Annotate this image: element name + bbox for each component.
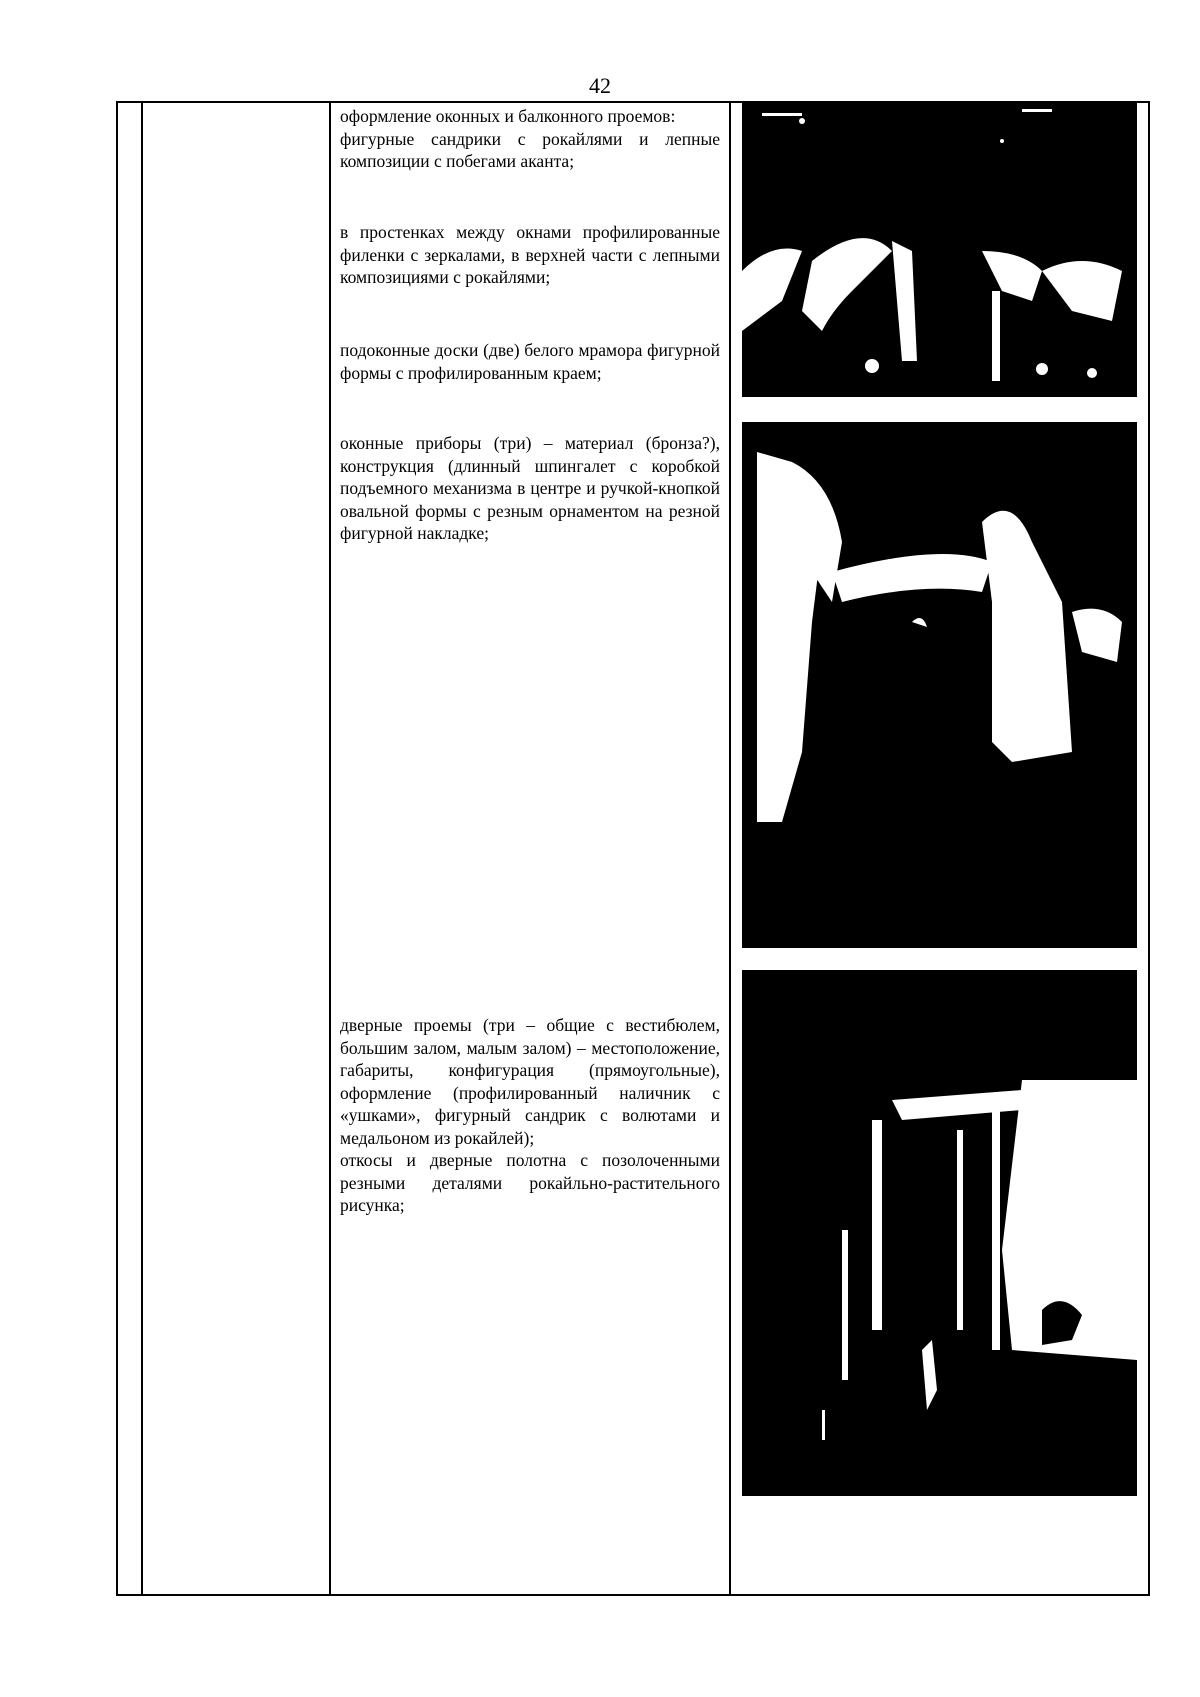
window-decor-photo <box>742 101 1137 397</box>
window-decor-icon <box>742 101 1137 397</box>
column-divider <box>729 103 731 1594</box>
wall-panels-icon <box>742 422 1137 948</box>
page-number: 42 <box>589 73 611 98</box>
wall-panels-photo <box>742 422 1137 948</box>
paragraph: подоконные доски (две) белого мрамора фигурной формы с профилированным краем; <box>340 340 720 383</box>
paragraph: дверные проемы (три – общие с вестибюлем, большим залом, малым залом) – местоположение, габариты, конфигурация (прямоугольные), оформление (профилированный наличник с «ушками», фигурный сандрик с волютами и медальоном из рокайлей); <box>340 1015 720 1148</box>
paragraph: в простенках между окнами профилированные филенки с зеркалами, в верхней части с лепными композициями с рокайлями; <box>340 222 720 287</box>
paragraph: оконные приборы (три) – материал (бронза?), конструкция (длинный шпингалет с коробкой подъемного механизма в центре и ручкой-кнопкой овальной формы с резным орнаментом на резной фигурной накладке; <box>340 433 720 543</box>
text-block-window-sills <box>340 339 720 384</box>
text-block-window-decor <box>340 105 720 173</box>
paragraph: фигурные сандрики с рокайлями и лепные композиции с побегами аканта; <box>340 128 720 171</box>
paragraph: откосы и дверные полотна с позолоченными резными деталями рокайльно-растительного рисунка; <box>340 1150 720 1215</box>
text-block-doorways <box>340 1014 720 1217</box>
paragraph: оформление оконных и балконного проемов: <box>340 106 676 126</box>
column-divider <box>141 103 143 1594</box>
column-divider <box>329 103 331 1594</box>
doorway-icon <box>742 970 1137 1496</box>
doorway-photo <box>742 970 1137 1496</box>
text-block-window-fittings <box>340 432 720 545</box>
text-block-wall-panels <box>340 221 720 289</box>
